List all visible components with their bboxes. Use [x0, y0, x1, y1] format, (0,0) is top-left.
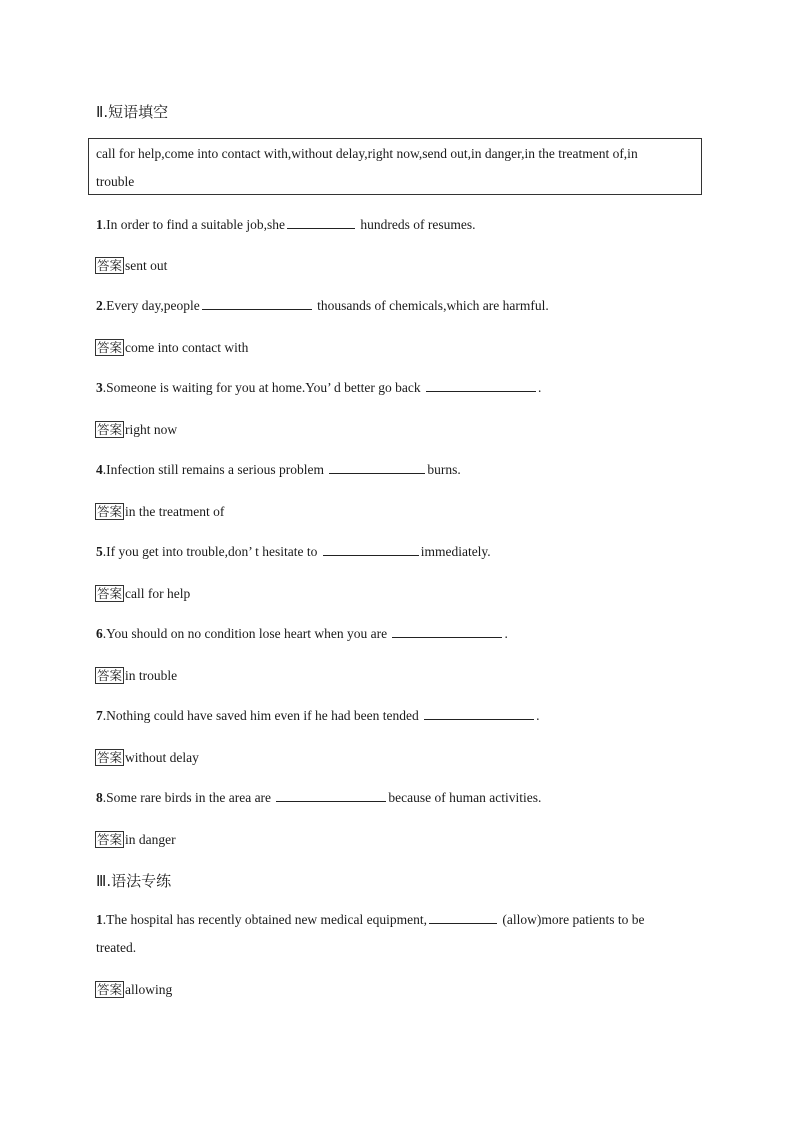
answer-blank [424, 708, 534, 720]
answer-blank [276, 790, 386, 802]
answer-text: in danger [125, 832, 176, 847]
phrase-bank-box [88, 138, 702, 195]
question-text: because of human activities. [388, 790, 542, 805]
answer-text: allowing [125, 982, 173, 997]
answer-label: 答案 [97, 668, 123, 683]
question-4 [96, 462, 461, 478]
grammar-question-1-cont: treated. [96, 940, 137, 955]
answer-label: 答案 [97, 340, 123, 355]
question-8 [96, 790, 541, 806]
answer-blank [329, 462, 425, 474]
answer-5 [95, 585, 190, 602]
question-2 [96, 298, 549, 314]
answer-4 [95, 503, 224, 520]
question-text: . [536, 708, 540, 723]
question-number: 2 [96, 298, 103, 313]
question-number: 5 [96, 544, 103, 559]
answer-text: sent out [125, 258, 168, 273]
answer-7 [95, 749, 199, 766]
answer-1 [95, 257, 167, 274]
phrase-bank-line: call for help,come into contact with,without delay,right now,send out,in danger,in the treatment of,in [96, 146, 638, 161]
grammar-question-1 [96, 912, 645, 928]
question-text: thousands of chemicals,which are harmful. [313, 298, 549, 313]
question-text: (allow)more patients to be [499, 912, 645, 927]
answer-text: come into contact with [125, 340, 249, 355]
answer-label: 答案 [97, 750, 123, 765]
answer-label: 答案 [97, 504, 123, 519]
answer-text: in the treatment of [125, 504, 225, 519]
question-number: 1 [96, 912, 103, 927]
answer-label: 答案 [97, 832, 123, 847]
question-number: 7 [96, 708, 103, 723]
question-text: .Nothing could have saved him even if he had been tended [102, 708, 423, 723]
answer-blank [429, 912, 497, 924]
question-7 [96, 708, 540, 724]
question-text: .Infection still remains a serious problem [102, 462, 328, 477]
question-text: . [537, 380, 542, 395]
question-text: . [504, 626, 508, 641]
answer-2 [95, 339, 248, 356]
question-text: .You should on no condition lose heart when you are [102, 626, 391, 641]
question-text: .If you get into trouble,don’ t hesitate to [102, 544, 321, 559]
question-number: 8 [96, 790, 103, 805]
answer-blank [287, 217, 355, 229]
answer-text: in trouble [125, 668, 178, 683]
phrase-bank-line: trouble [96, 174, 135, 189]
question-5 [96, 544, 491, 560]
answer-label: 答案 [97, 586, 123, 601]
section-heading: Ⅱ.短语填空 [96, 103, 169, 121]
question-text: .In order to find a suitable job,she [102, 217, 285, 232]
answer-label: 答案 [97, 422, 123, 437]
question-text: hundreds of resumes. [356, 217, 476, 232]
question-text: .Someone is waiting for you at home.You’ d better go back [102, 380, 424, 395]
question-6 [96, 626, 508, 642]
answer-8 [95, 831, 176, 848]
section-heading: Ⅲ.语法专练 [96, 872, 172, 890]
answer-text: without delay [125, 750, 199, 765]
answer-blank [392, 626, 502, 638]
question-text: immediately. [420, 544, 491, 559]
question-text: .The hospital has recently obtained new medical equipment, [102, 912, 428, 927]
question-text: .Some rare birds in the area are [102, 790, 275, 805]
question-number: 3 [96, 380, 103, 395]
answer-6 [95, 667, 177, 684]
question-text: burns. [427, 462, 461, 477]
answer-label: 答案 [97, 982, 123, 997]
question-1 [96, 217, 475, 233]
answer-text: call for help [125, 586, 191, 601]
grammar-answer-1 [95, 981, 172, 998]
question-number: 6 [96, 626, 103, 641]
answer-blank [323, 544, 419, 556]
question-text: .Every day,people [102, 298, 200, 313]
answer-text: right now [125, 422, 178, 437]
answer-blank [426, 380, 536, 392]
answer-blank [202, 298, 312, 310]
question-number: 1 [96, 217, 103, 232]
question-number: 4 [96, 462, 103, 477]
question-3 [96, 380, 541, 396]
answer-label: 答案 [97, 258, 123, 273]
answer-3 [95, 421, 177, 438]
